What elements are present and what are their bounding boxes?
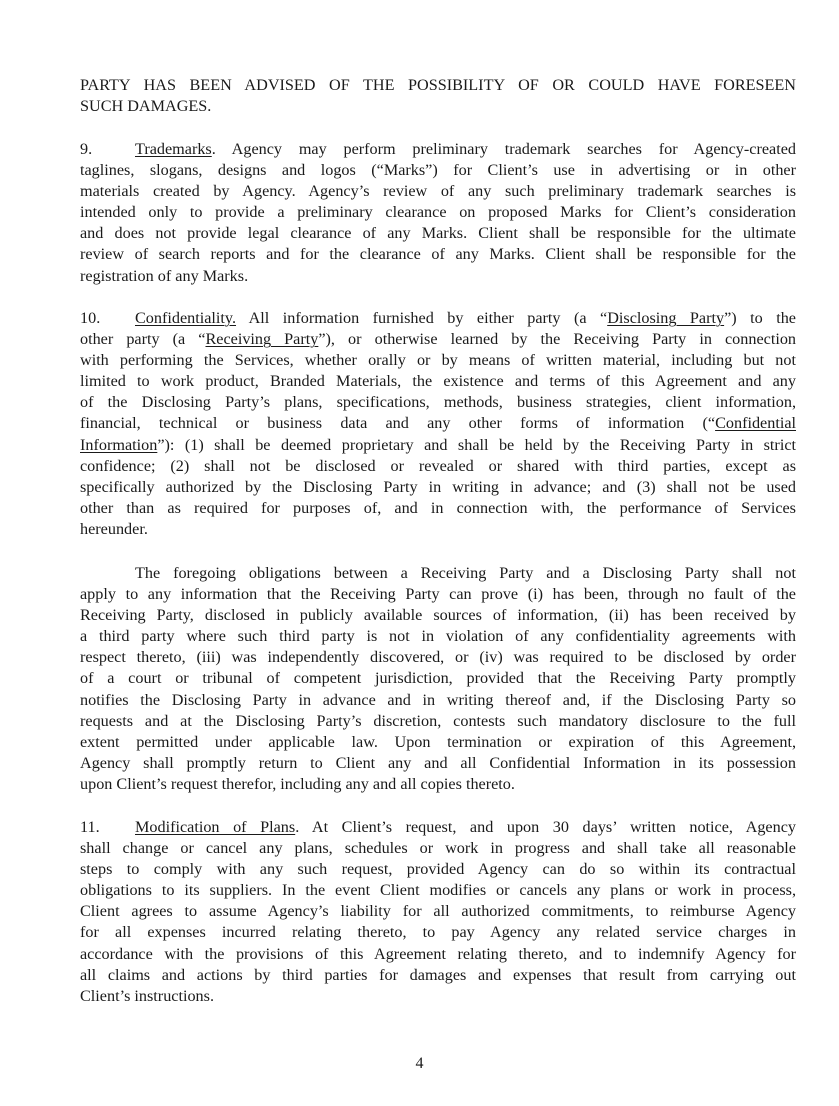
text-line: registration of any Marks.: [80, 266, 249, 285]
text-span: ”), or otherwise learned by the Receiving Party in connection: [318, 330, 797, 349]
text-line: Agency shall promptly return to Client any and all Confidential Information in its possession: [80, 753, 796, 772]
section-number: 11.: [80, 818, 100, 836]
text-line: and does not provide legal clearance of any Marks. Client shall be responsible for the ultimate: [80, 224, 796, 243]
text-line: review of search reports and for the clearance of any Marks. Client shall be responsible for the: [80, 245, 796, 264]
defined-term: Confidential: [715, 414, 796, 433]
text-span: All information furnished by either party (a “: [236, 309, 608, 327]
text-line: [80, 817, 796, 838]
section-heading: Modification of Plans: [135, 818, 296, 836]
text-span: ”): (1) shall be deemed proprietary and shall be held by the Receiving Party in strict: [157, 435, 796, 454]
text-span: The foregoing obligations between a Receiving Party and a Disclosing Party shall not: [135, 564, 796, 582]
section-number: 10.: [80, 309, 101, 327]
text-span: financial, technical or business data and any other forms of information (“: [80, 414, 716, 433]
text-line: materials created by Agency. Agency’s review of any such preliminary trademark searches is: [80, 182, 796, 201]
text-line: a third party where such third party is not in violation of any confidentiality agreements with: [80, 627, 796, 646]
text-line: confidence; (2) shall not be disclosed or revealed or shared with third parties, except as: [80, 456, 796, 475]
text-line: [80, 329, 796, 350]
text-line: with performing the Services, whether orally or by means of written material, including but not: [80, 351, 796, 370]
text-span: other party (a “: [80, 330, 206, 349]
text-line: limited to work product, Branded Materials, the existence and terms of this Agreement and any: [80, 372, 796, 391]
text-line: shall change or cancel any plans, schedules or work in progress and shall take all reasonable: [80, 839, 796, 858]
text-line: of a court or tribunal of competent jurisdiction, provided that the Receiving Party promptly: [80, 669, 796, 688]
text-line: respect thereto, (iii) was independently discovered, or (iv) was required to be disclosed by order: [80, 648, 796, 667]
text-line: apply to any information that the Receiving Party can prove (i) has been, through no fault of the: [80, 585, 796, 604]
defined-term: Information: [80, 435, 158, 454]
section-10-confidentiality: [80, 308, 796, 540]
section-11-modification-of-plans: [80, 817, 796, 1007]
text-line: Receiving Party, disclosed in publicly available sources of information, (ii) has been received by: [80, 606, 796, 625]
defined-term: Receiving Party: [205, 330, 319, 349]
text-line: PARTY HAS BEEN ADVISED OF THE POSSIBILITY OF OR COULD HAVE FORESEEN: [80, 76, 796, 94]
text-line: obligations to its suppliers. In the event Client modifies or cancels any plans or work in process,: [80, 881, 796, 900]
text-span: ”) to the: [724, 309, 796, 327]
section-heading: Confidentiality.: [135, 309, 237, 327]
text-line: [80, 413, 796, 434]
text-line: extent permitted under applicable law. Upon termination or expiration of this Agreement,: [80, 732, 796, 751]
text-line: [80, 139, 796, 160]
text-line: SUCH DAMAGES.: [80, 97, 212, 116]
section-10-exceptions-paragraph: [80, 563, 796, 795]
text-line: accordance with the provisions of this Agreement relating thereto, and to indemnify Agency for: [80, 944, 796, 963]
text-span: . At Client’s request, and upon 30 days’ written notice, Agency: [295, 818, 796, 836]
text-line: hereunder.: [80, 519, 148, 538]
text-line: upon Client’s request therefor, including any and all copies thereto.: [80, 774, 515, 793]
intro-paragraph: [80, 75, 796, 117]
text-line: other than as required for purposes of, and in connection with, the performance of Services: [80, 498, 796, 517]
section-heading: Trademarks: [135, 140, 212, 158]
text-line: for all expenses incurred relating thereto, to pay Agency any related service charges in: [80, 923, 796, 942]
text-line: Client agrees to assume Agency’s liability for all authorized commitments, to reimburse Agency: [80, 902, 796, 921]
text-line: Client’s instructions.: [80, 986, 214, 1005]
text-line: [80, 308, 796, 329]
text-line: intended only to provide a preliminary clearance on proposed Marks for Client’s consideration: [80, 203, 796, 222]
text-line: taglines, slogans, designs and logos (“Marks”) for Client’s use in advertising or in other: [80, 161, 796, 180]
text-line: steps to comply with any such request, provided Agency can do so within its contractual: [80, 860, 796, 879]
text-line: all claims and actions by third parties for damages and expenses that result from carrying out: [80, 965, 796, 984]
text-line: specifically authorized by the Disclosing Party in writing in advance; and (3) shall not be used: [80, 477, 796, 496]
text-line: notifies the Disclosing Party in advance and in writing thereof and, if the Disclosing Party so: [80, 690, 796, 709]
text-line: of the Disclosing Party’s plans, specifications, methods, business strategies, client information,: [80, 393, 796, 412]
text-line: [80, 435, 796, 456]
defined-term: Disclosing Party: [607, 309, 725, 327]
section-9-trademarks: [80, 139, 796, 287]
text-span: . Agency may perform preliminary trademark searches for Agency-created: [211, 140, 796, 158]
text-line: requests and at the Disclosing Party’s discretion, contests such mandatory disclosure to the full: [80, 711, 796, 730]
text-line: [80, 563, 796, 584]
page-number: 4: [415, 1055, 424, 1072]
section-number: 9.: [80, 140, 93, 158]
